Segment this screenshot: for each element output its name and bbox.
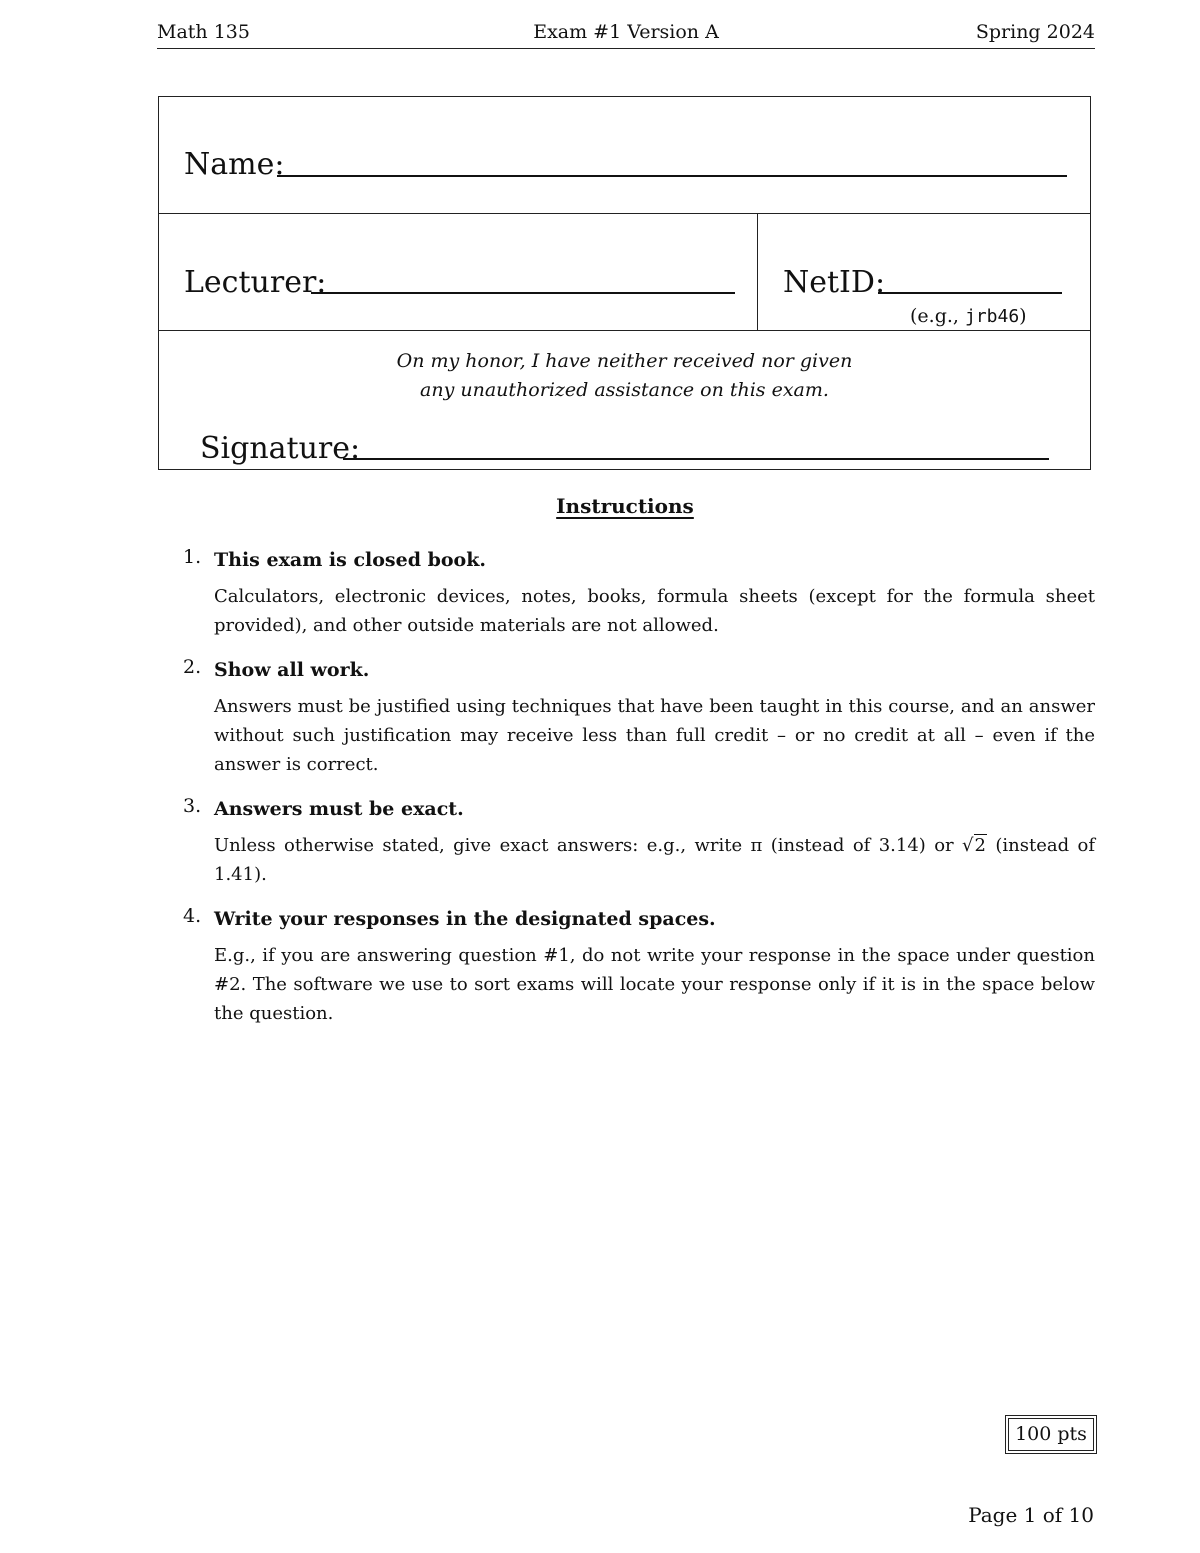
page-header: [157, 18, 1095, 49]
netid-field[interactable]: [878, 292, 1062, 294]
page-number: Page 1 of 10: [968, 1503, 1094, 1527]
column-divider: [757, 214, 758, 331]
honor-statement: [159, 347, 1090, 405]
instruction-body: Answers must be justified using techniques that have been taught in this course, and an answer without such justification may receive less than full credit – or no credit at all – even if the answer is correct.: [214, 696, 1095, 775]
student-info-box: [158, 96, 1091, 470]
instruction-number: 1.: [183, 546, 202, 568]
honor-line: On my honor, I have neither received nor given: [396, 350, 853, 372]
instruction-body: Unless otherwise stated, give exact answers: e.g., write π (instead of 3.14) or √2 (instead of 1.41).: [214, 831, 1095, 889]
row-divider: [159, 330, 1090, 331]
signature-field[interactable]: [343, 458, 1049, 460]
instruction-heading: Show all work.: [214, 659, 370, 681]
instruction-heading: Write your responses in the designated spaces.: [214, 908, 716, 930]
instruction-heading: This exam is closed book.: [214, 549, 487, 571]
instruction-item: [180, 546, 1095, 640]
instruction-body: Calculators, electronic devices, notes, books, formula sheets (except for the formula sheet provided), and other outside materials are not allowed.: [214, 586, 1095, 636]
name-field[interactable]: [277, 175, 1067, 177]
name-label: Name:: [184, 147, 285, 182]
lecturer-label: Lecturer:: [184, 265, 327, 300]
total-points-badge: 100 pts: [1008, 1418, 1094, 1451]
square-root-expression: √2: [962, 835, 986, 856]
course-name: Math 135: [157, 21, 250, 43]
instruction-heading: Answers must be exact.: [214, 798, 464, 820]
lecturer-field[interactable]: [311, 292, 735, 294]
honor-line: any unauthorized assistance on this exam.: [420, 379, 829, 401]
instructions-list: [180, 546, 1095, 1044]
netid-label: NetID:: [783, 265, 886, 300]
instruction-body: E.g., if you are answering question #1, do not write your response in the space under question #2. The software we use to sort exams will locate your response only if it is in the space below the question.: [214, 945, 1095, 1024]
netid-example: (e.g., jrb46): [910, 305, 1027, 327]
exam-term: Spring 2024: [975, 21, 1095, 43]
exam-title: Exam #1 Version A: [533, 21, 719, 43]
instruction-item: [180, 795, 1095, 889]
instruction-item: [180, 905, 1095, 1028]
signature-label: Signature:: [200, 431, 361, 466]
instruction-number: 2.: [183, 656, 202, 678]
row-divider: [159, 213, 1090, 214]
instruction-item: [180, 656, 1095, 779]
instructions-title: Instructions: [556, 494, 694, 518]
instruction-number: 4.: [183, 905, 202, 927]
instruction-number: 3.: [183, 795, 202, 817]
